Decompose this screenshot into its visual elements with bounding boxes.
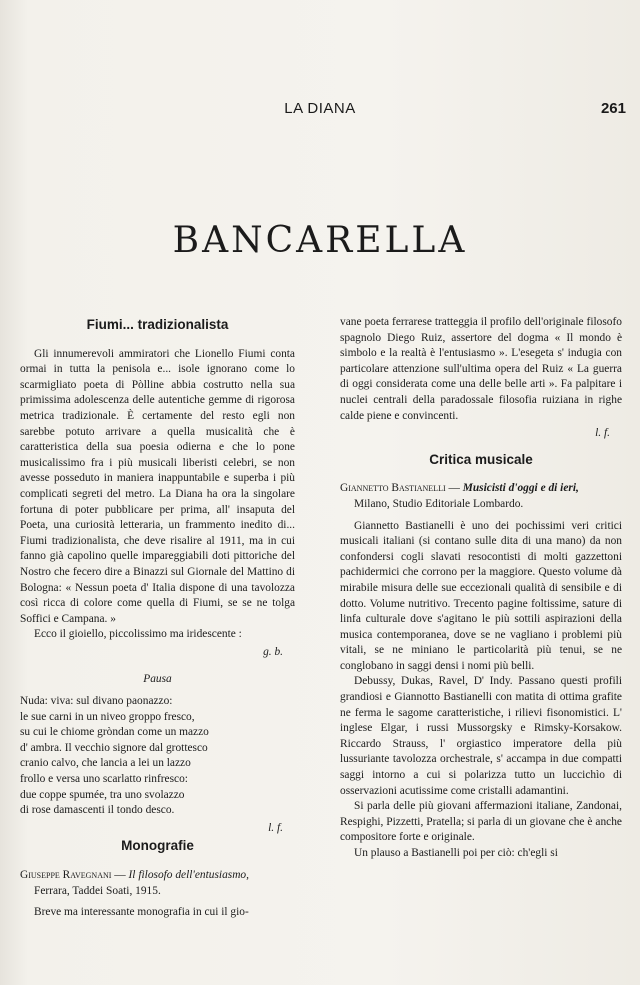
poem [20,694,295,819]
article-paragraph: Si parla delle più giovani affermazioni italiane, Zandonai, Respighi, Pizzetti, Pratella; si parla di un giovane che è anche compositore forte e originale. [340,800,622,844]
poem-line: due coppe spumée, tra uno svolazzo [20,788,185,801]
signature: g. b. [263,645,283,658]
poem-line: su cui le chiome gròndan come un mazzo [20,726,209,739]
article-paragraph: vane poeta ferrarese tratteggia il profilo dell'originale filosofo spagnolo Diego Ruiz, assertore del dogma « Il mondo è simbolo e la realtà è l'entusiasmo ». L'esegeta s' indugia con particolare attenzione sull'ultima opera del Ruiz « La guerra di oggi considerata come una delle belle arti ». Fa palpitare i nuclei centrali della paradossale filosofia ruiziana in righe calde piene e convincenti. [340,316,622,422]
poem-line: frollo e versa uno scarlatto rinfresco: [20,773,188,786]
poem-line: d' ambra. Il vecchio signore dal grottesco [20,741,208,754]
citation-title: Il filosofo dell'entusiasmo, [128,869,249,881]
book-citation: Giannetto Bastianelli — Musicisti d'oggi e di ieri, Milano, Studio Editoriale Lombardo. [340,482,579,510]
citation-publisher: Milano, Studio Editoriale Lombardo. [354,497,524,510]
poem-line: cranio calvo, che lancia a lei un lazzo [20,757,191,770]
article-heading-monografie: Monografie [121,838,194,854]
signature: l. f. [268,821,283,834]
article-paragraph: Breve ma interessante monografia in cui il gio- [34,906,249,919]
citation-title: Musicisti d'oggi e di ieri, [462,482,579,495]
article-heading-critica: Critica musicale [429,451,533,467]
left-column [20,315,295,921]
citation-author: Giuseppe Ravegnani [20,869,112,881]
article-paragraph: Ecco il gioiello, piccolissimo ma iridescente : [34,628,242,641]
section-title: BANCARELLA [172,220,468,261]
running-title: LA DIANA [284,100,356,117]
article-paragraph: Debussy, Dukas, Ravel, D' Indy. Passano questi profili grandiosi e Giannotto Bastianelli con matita di ottima grafite ne ferma le sagome caratteristiche, i rilievi fisonomistici. L' inglese Elgar, i russi Mussorgsky e Rimsky-Korsakow. Riccardo Strauss, l' orgiastico imperatore della più lussuriante tavolozza orchestrale, s' accampa in due compatti saggi intorno a cui si polarizza tutto un luccichìo di osservazioni acutissime come cristalli adamantini. [340,675,622,797]
citation-author: Giannetto Bastianelli [340,482,446,495]
article-paragraph: Un plauso a Bastianelli poi per ciò: ch'egli si [354,847,558,859]
article-paragraph: Giannetto Bastianelli è uno dei pochissimi veri critici musicali italiani (si contano sulle dita di una mano) da non confondersi cogli slavati resocontisti di molti gazzettoni pachidermici che corrono per la maggiore. Questo volume dà mirabile misura delle sue eccezionali qualità di sensibile e di dotto. Volume nutritivo. Trecento pagine foltissime, sature di linfa culturale dove s'agitano le più sottili aspirazioni della musica contemporanea, dove se ne vagliano i problemi più vitali, se ne miniano le particolarità più tenui, se ne conglobano in saggi densi i nomi più belli. [340,519,622,672]
signature: l. f. [595,427,610,440]
poem-title: Pausa [143,673,172,686]
article-heading-fiumi: Fiumi... tradizionalista [86,317,229,332]
poem-line: Nuda: viva: sul divano paonazzo: [20,695,173,708]
poem-line: di rose damascenti il tondo desco. [20,804,175,817]
page-number: 261 [600,100,626,117]
article-paragraph: Gli innumerevoli ammiratori che Lionello Fiumi conta ormai in tutta la penisola e... isole ignorano come lo scarmigliato poeta di Pòlline abbia costrutto nella sua primissima adolescenza delle autentiche gemme di rigorosa metrica tradizionale. È certamente del resto egli non sarebbe potuto arrivare a quella musicalità che è caratteristica della sua poesia odierna e che lo pone musicalissimo fra i più musicali liberisti celebri, se non avesse posseduto in maniera inappuntabile e superba i più complicati segreti del metro. La Diana ha ora la singolare fortuna di poter pubblicare per prima, all' insaputa del Poeta, una curiosità letteraria, un frammento inedito di... Fiumi tradizionalista, che deve risalire al 1911, ma in cui fanno già capolino quelle impareggiabili doti pittoriche del Nostro che fecero dire a Binazzi sul Giornale del Mattino di Bologna: « Nessun poeta d' Italia dispone di una tavolozza così ricca di colore come quella di Fiumi, se se ne tolga Soffici e Campana. » [20,347,295,625]
poem-line: le sue carni in un niveo groppo fresco, [20,710,195,723]
citation-publisher: Ferrara, Taddei Soati, 1915. [34,884,161,897]
book-citation: Giuseppe Ravegnani — Il filosofo dell'entusiasmo, Ferrara, Taddei Soati, 1915. [20,869,249,897]
running-head [0,100,640,122]
right-column [340,315,622,862]
